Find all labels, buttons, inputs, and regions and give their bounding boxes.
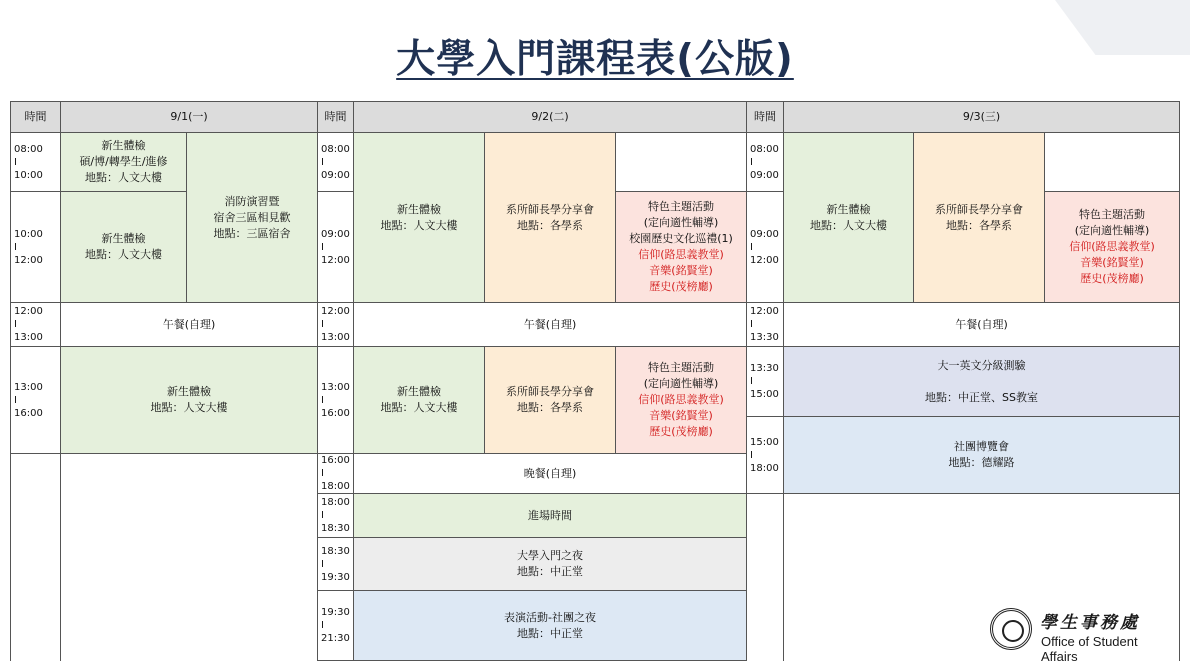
d3-time-0900-1200 <box>747 192 784 303</box>
cell-line: I <box>321 468 324 479</box>
theme-title-line: (定向適性輔導) <box>643 216 719 229</box>
d2-time-1930-2130 <box>318 591 354 661</box>
university-seal-icon <box>990 608 1032 650</box>
cell-line: 12:00 <box>14 306 43 317</box>
cell-line: 地點：各學系 <box>517 401 584 414</box>
time-header-day2: 時間 <box>318 102 354 133</box>
cell-line: 09:00 <box>750 169 779 181</box>
cell-line: 新生體檢 <box>101 139 146 152</box>
cell-line: I <box>321 241 324 253</box>
page-title: 大學入門課程表(公版) <box>396 37 794 82</box>
cell-line: 08:00 <box>14 143 43 155</box>
d2-lunch-cell: 午餐(自理) <box>354 303 747 347</box>
theme-location-line: 音樂(銘賢堂) <box>649 264 713 277</box>
cell-line: 消防演習暨 <box>224 194 280 208</box>
cell-line: 大學入門之夜 <box>517 549 584 562</box>
theme-location-line: 信仰(路思義教堂) <box>638 248 724 261</box>
d3-exam-cell <box>784 133 914 303</box>
d1-lunch-cell: 午餐(自理) <box>61 303 318 347</box>
d2-time-1600-1800 <box>318 454 354 494</box>
cell-line: 09:00 <box>321 169 350 181</box>
cell-line: 地點：各學系 <box>517 218 584 232</box>
cell-line: 碩/博/轉學生/進修 <box>79 155 168 168</box>
cell-line: I <box>750 156 753 168</box>
d3-theme-cell <box>1045 192 1180 303</box>
cell-line: 13:00 <box>14 332 43 343</box>
cell-line: 地點：人文大樓 <box>85 171 162 184</box>
cell-line: 宿舍三區相見歡 <box>213 210 291 224</box>
cell-line: 系所師長學分享會 <box>506 202 595 216</box>
cell-line: 18:30 <box>321 545 350 557</box>
d2-theme-pm-cell <box>616 347 747 454</box>
d2-dinner-cell: 晚餐(自理) <box>354 454 747 494</box>
d1-exam-grad-cell <box>61 133 187 192</box>
d2-night-cell <box>354 538 747 591</box>
d1-exam-afternoon-cell <box>61 347 318 454</box>
d3-time-0800-0900 <box>747 133 784 192</box>
cell-line: 12:00 <box>321 254 350 266</box>
d2-time-0800-0900 <box>318 133 354 192</box>
cell-line: 大一英文分級測驗 <box>937 358 1026 372</box>
theme-title-line: (定向適性輔導) <box>643 377 719 390</box>
cell-line: 社團博覽會 <box>954 440 1010 453</box>
cell-line: 12:00 <box>321 306 350 317</box>
d3-time-1330-1500 <box>747 347 784 417</box>
d2-time-1800-1830 <box>318 494 354 538</box>
theme-title-line: 特色主題活動 <box>1079 208 1146 221</box>
d3-empty-cell <box>1045 133 1180 192</box>
time-header-day1: 時間 <box>11 102 61 133</box>
cell-line: 新生體檢 <box>167 385 211 398</box>
cell-line: 地點：中正堂 <box>517 626 584 640</box>
d2-entrance-cell: 進場時間 <box>354 494 747 538</box>
cell-line: I <box>321 510 324 521</box>
cell-line: I <box>750 319 753 330</box>
cell-line: 新生體檢 <box>826 202 871 216</box>
d1-time-1200-1300 <box>11 303 61 347</box>
d2-time-0900-1200 <box>318 192 354 303</box>
cell-line: 12:00 <box>14 254 43 266</box>
cell-line: 新生體檢 <box>397 385 442 398</box>
d3-empty-time-cell <box>747 494 784 661</box>
d2-dept-share-cell <box>485 133 616 303</box>
d1-empty-time-cell <box>11 454 61 661</box>
cell-line: I <box>321 156 324 168</box>
d1-time-1000-1200 <box>11 192 61 303</box>
cell-line: I <box>750 376 753 387</box>
d2-dept-share-pm-cell <box>485 347 616 454</box>
cell-line: I <box>321 620 324 631</box>
cell-line: 18:30 <box>321 523 350 534</box>
cell-line: 08:00 <box>321 143 350 155</box>
cell-line: I <box>14 394 17 406</box>
cell-line: 21:30 <box>321 633 350 644</box>
cell-line: 16:00 <box>321 407 350 419</box>
theme-location-line: 歷史(茂榜廳) <box>1080 272 1144 285</box>
cell-line: 地點：德耀路 <box>948 456 1015 469</box>
cell-line: 新生體檢 <box>397 202 442 216</box>
d2-theme-am-cell <box>616 192 747 303</box>
d2-show-cell <box>354 591 747 661</box>
theme-title-line: 校園歷史文化巡禮(1) <box>629 232 733 245</box>
cell-line: 16:00 <box>14 407 43 419</box>
cell-line: 新生體檢 <box>101 232 146 245</box>
cell-line: 13:00 <box>14 381 43 393</box>
cell-line: I <box>321 319 324 330</box>
d3-club-fair-cell <box>784 417 1180 494</box>
cell-line: 18:00 <box>321 481 350 492</box>
cell-line: 地點：人文大樓 <box>85 248 162 261</box>
cell-line: I <box>750 449 753 461</box>
d3-english-test-cell <box>784 347 1180 417</box>
cell-line: I <box>750 241 753 253</box>
cell-line: 10:00 <box>14 169 43 181</box>
cell-line: I <box>14 319 17 330</box>
cell-line <box>786 374 1177 390</box>
d1-fire-drill-cell <box>187 133 318 303</box>
logo-name-en: Office of Student Affairs <box>1041 634 1138 664</box>
cell-line: 08:00 <box>750 143 779 155</box>
d1-empty-evening-cell <box>61 454 318 661</box>
cell-line: 地點：各學系 <box>946 218 1013 232</box>
cell-line: 18:00 <box>750 462 779 474</box>
cell-line: 13:30 <box>750 332 779 343</box>
theme-title-line: (定向適性輔導) <box>1074 224 1150 237</box>
cell-line: 地點：三區宿舍 <box>213 226 291 240</box>
d2-empty-cell <box>616 133 747 192</box>
logo-name-cn: 學生事務處 <box>1040 613 1140 633</box>
theme-title-line: 特色主題活動 <box>648 200 715 213</box>
cell-line: I <box>321 558 324 570</box>
day1-header: 9/1(一) <box>61 102 318 133</box>
cell-line: 12:00 <box>750 254 779 266</box>
d2-time-1830-1930 <box>318 538 354 591</box>
day3-header: 9/3(三) <box>784 102 1180 133</box>
d2-time-1300-1600 <box>318 347 354 454</box>
time-header-day3: 時間 <box>747 102 784 133</box>
cell-line: 地點：中正堂、SS教室 <box>925 390 1039 404</box>
cell-line: 系所師長學分享會 <box>506 385 595 398</box>
cell-line: 13:00 <box>321 332 350 343</box>
cell-line: 15:00 <box>750 436 779 448</box>
d2-exam-pm-cell <box>354 347 485 454</box>
cell-line: 地點：人文大樓 <box>380 401 458 414</box>
cell-line: 12:00 <box>750 306 779 317</box>
cell-line: 13:30 <box>750 363 779 374</box>
cell-line: 09:00 <box>750 228 779 240</box>
schedule-table <box>10 101 1180 661</box>
d2-time-1200-1300 <box>318 303 354 347</box>
cell-line: I <box>14 241 17 253</box>
theme-title-line: 特色主題活動 <box>648 361 715 374</box>
cell-line: 系所師長學分享會 <box>935 202 1024 216</box>
cell-line: 地點：人文大樓 <box>150 401 228 414</box>
student-affairs-logo <box>990 606 1172 664</box>
cell-line: 地點：人文大樓 <box>810 218 888 232</box>
cell-line: 表演活動-社團之夜 <box>504 610 596 624</box>
d3-dept-share-cell <box>914 133 1045 303</box>
d3-time-1200-1330 <box>747 303 784 347</box>
cell-line: 19:30 <box>321 571 350 583</box>
theme-location-line: 音樂(銘賢堂) <box>649 409 713 422</box>
cell-line: 19:30 <box>321 607 350 618</box>
cell-line: 15:00 <box>750 389 779 400</box>
cell-line: 09:00 <box>321 228 350 240</box>
cell-line: 18:00 <box>321 497 350 508</box>
cell-line: 地點：中正堂 <box>517 565 584 578</box>
d1-time-0800-1000 <box>11 133 61 192</box>
theme-location-line: 歷史(茂榜廳) <box>649 280 713 293</box>
d2-exam-cell <box>354 133 485 303</box>
cell-line: I <box>14 156 17 168</box>
theme-location-line: 信仰(路思義教堂) <box>638 393 724 406</box>
day2-header: 9/2(二) <box>354 102 747 133</box>
cell-line: 10:00 <box>14 228 43 240</box>
theme-location-line: 歷史(茂榜廳) <box>649 425 713 438</box>
theme-location-line: 音樂(銘賢堂) <box>1080 256 1144 269</box>
cell-line: 13:00 <box>321 381 350 393</box>
cell-line: I <box>321 394 324 406</box>
theme-location-line: 信仰(路思義教堂) <box>1069 240 1155 253</box>
cell-line: 地點：人文大樓 <box>380 218 458 232</box>
d1-exam-morning-cell <box>61 192 187 303</box>
cell-line: 16:00 <box>321 455 350 466</box>
d3-lunch-cell: 午餐(自理) <box>784 303 1180 347</box>
d3-time-1500-1800 <box>747 417 784 494</box>
d1-time-1300-1600 <box>11 347 61 454</box>
